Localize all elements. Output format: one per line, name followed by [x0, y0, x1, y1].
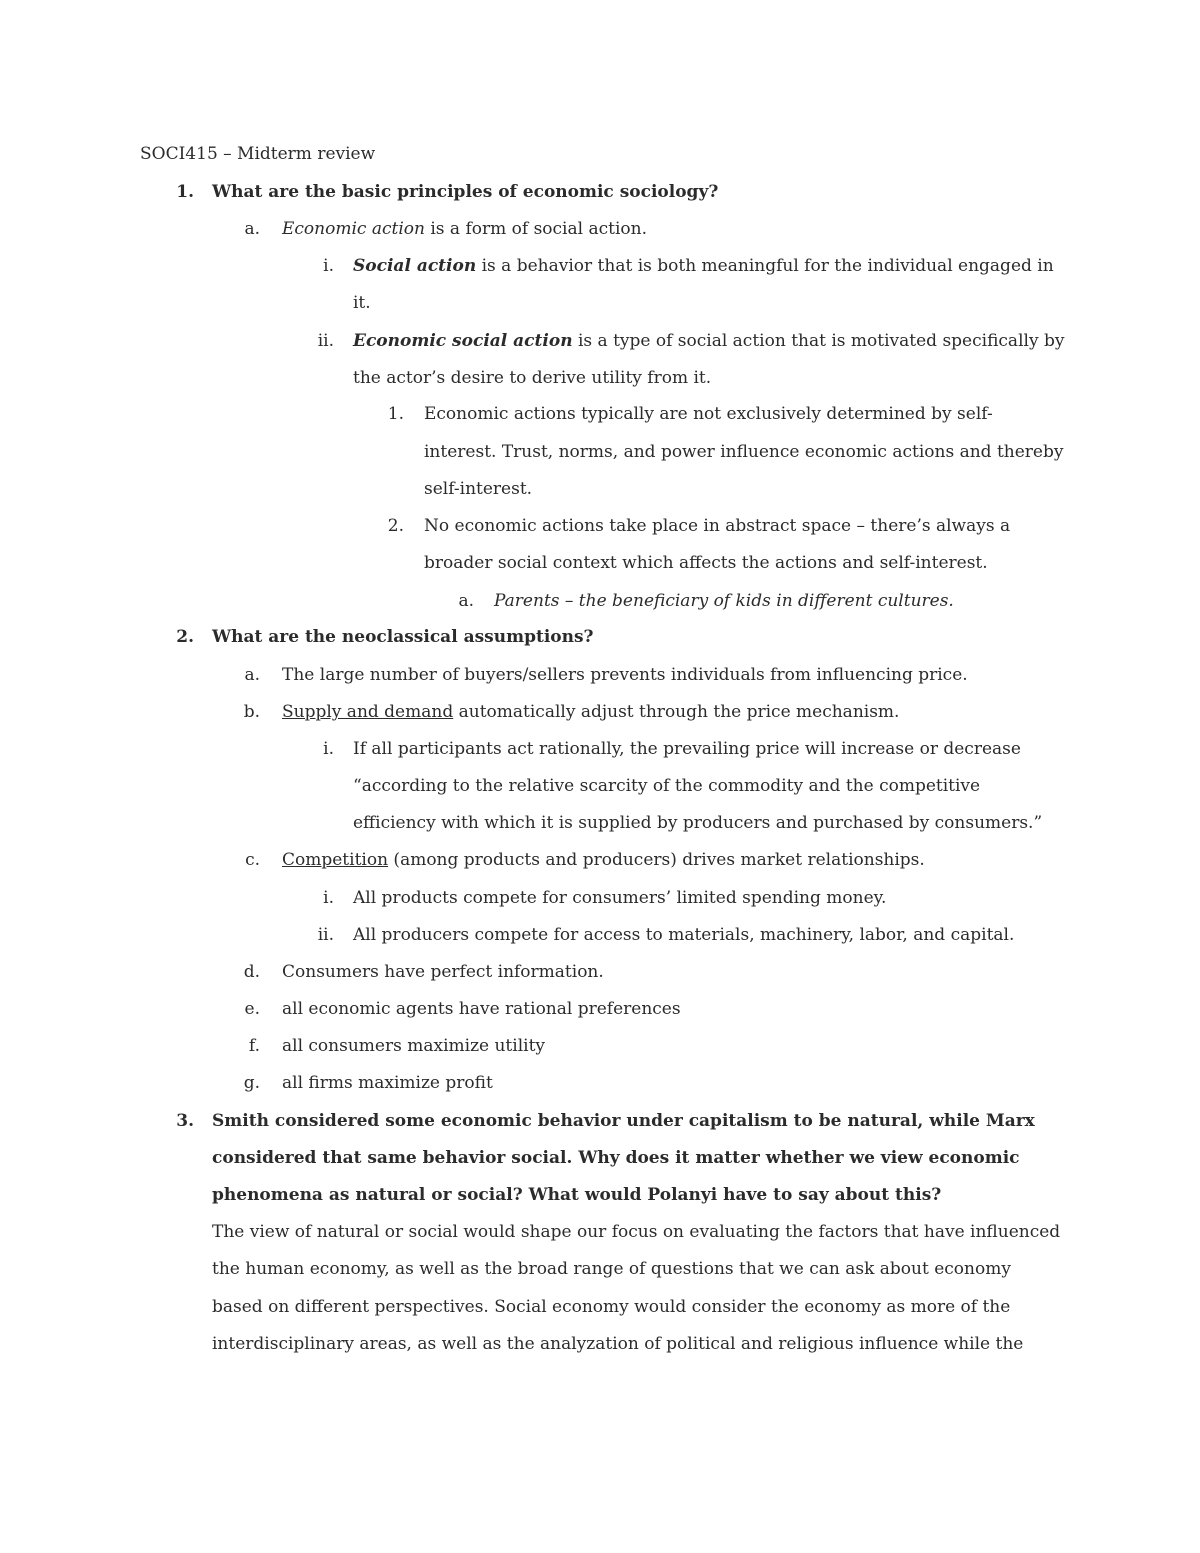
q2e-marker: e.	[244, 999, 260, 1019]
q1aii-p2a-text: Parents – the beneficiary of kids in different cultures.	[494, 591, 954, 611]
q1aii-p2-line2: broader social context which affects the actions and self-interest.	[424, 553, 988, 573]
q3-question-line1: Smith considered some economic behavior under capitalism to be natural, while Marx	[212, 1111, 1035, 1131]
q2a-text: The large number of buyers/sellers prevents individuals from influencing price.	[282, 665, 968, 685]
q1a-line	[282, 217, 647, 241]
q1ai-term: Social action	[353, 256, 477, 276]
q1ai-line2: it.	[353, 293, 371, 313]
q1aii-rest: is a type of social action that is motivated specifically by	[572, 331, 1065, 351]
q2c-line	[282, 848, 925, 872]
q2g-marker: g.	[243, 1073, 260, 1093]
q1-question: What are the basic principles of economic sociology?	[212, 182, 719, 202]
q2f-marker: f.	[248, 1036, 260, 1056]
q2g-text: all firms maximize profit	[282, 1073, 493, 1093]
q2bi-line1: If all participants act rationally, the prevailing price will increase or decrease	[353, 739, 1021, 759]
q1aii-term: Economic social action	[353, 331, 573, 351]
q3-question-line3: phenomena as natural or social? What would Polanyi have to say about this?	[212, 1185, 942, 1205]
q1ai-rest: is a behavior that is both meaningful for the individual engaged in	[476, 256, 1054, 276]
q2cii-text: All producers compete for access to materials, machinery, labor, and capital.	[353, 925, 1015, 945]
q1aii-p1-line2: interest. Trust, norms, and power influence economic actions and thereby	[424, 442, 1064, 462]
q2b-marker: b.	[243, 702, 260, 722]
q2bi-marker: i.	[323, 739, 334, 759]
q1aii-line1	[353, 329, 1064, 353]
q2c-marker: c.	[245, 850, 260, 870]
q2f-text: all consumers maximize utility	[282, 1036, 546, 1056]
q2c-term: Competition	[282, 850, 389, 870]
q2d-text: Consumers have perfect information.	[282, 962, 604, 982]
q2b-rest: automatically adjust through the price mechanism.	[453, 702, 900, 722]
q1aii-p2a-marker: a.	[458, 591, 474, 611]
q2a-marker: a.	[244, 665, 260, 685]
q1ai-line1	[353, 254, 1054, 278]
q2b-line	[282, 700, 899, 724]
q1aii-line2: the actor’s desire to derive utility from it.	[353, 368, 712, 388]
q2e-text: all economic agents have rational preferences	[282, 999, 681, 1019]
q1aii-p1-line1: Economic actions typically are not exclusively determined by self-	[424, 404, 993, 424]
q3-answer-line1: The view of natural or social would shape our focus on evaluating the factors that have influenced	[212, 1222, 1061, 1242]
q1aii-p1-marker: 1.	[387, 404, 404, 424]
q2c-rest: (among products and producers) drives market relationships.	[388, 850, 925, 870]
q3-answer-line3: based on different perspectives. Social economy would consider the economy as more of the	[212, 1297, 1011, 1317]
q2-question: What are the neoclassical assumptions?	[212, 627, 594, 647]
q1a-term: Economic action	[282, 219, 425, 239]
q1aii-marker: ii.	[317, 331, 334, 351]
q1ai-marker: i.	[323, 256, 334, 276]
q2d-marker: d.	[243, 962, 260, 982]
q2bi-line2: “according to the relative scarcity of the commodity and the competitive	[353, 776, 981, 796]
document-title: SOCI415 – Midterm review	[140, 144, 376, 164]
q2cii-marker: ii.	[317, 925, 334, 945]
q2bi-line3: efficiency with which it is supplied by producers and purchased by consumers.”	[353, 813, 1043, 833]
q2-number: 2.	[176, 627, 194, 647]
q1a-rest: is a form of social action.	[424, 219, 647, 239]
q2b-term: Supply and demand	[282, 702, 454, 722]
q1aii-p2-marker: 2.	[387, 516, 404, 536]
q3-number: 3.	[176, 1111, 194, 1131]
q3-question-line2: considered that same behavior social. Why does it matter whether we view economic	[212, 1148, 1020, 1168]
q1aii-p2-line1: No economic actions take place in abstract space – there’s always a	[424, 516, 1011, 536]
q2ci-text: All products compete for consumers’ limited spending money.	[353, 888, 887, 908]
q3-answer-line4: interdisciplinary areas, as well as the analyzation of political and religious influence while the	[212, 1334, 1024, 1354]
q2ci-marker: i.	[323, 888, 334, 908]
q1aii-p1-line3: self-interest.	[424, 479, 533, 499]
q1-number: 1.	[176, 182, 194, 202]
q1a-marker: a.	[244, 219, 260, 239]
q3-answer-line2: the human economy, as well as the broad range of questions that we can ask about economy	[212, 1259, 1011, 1279]
